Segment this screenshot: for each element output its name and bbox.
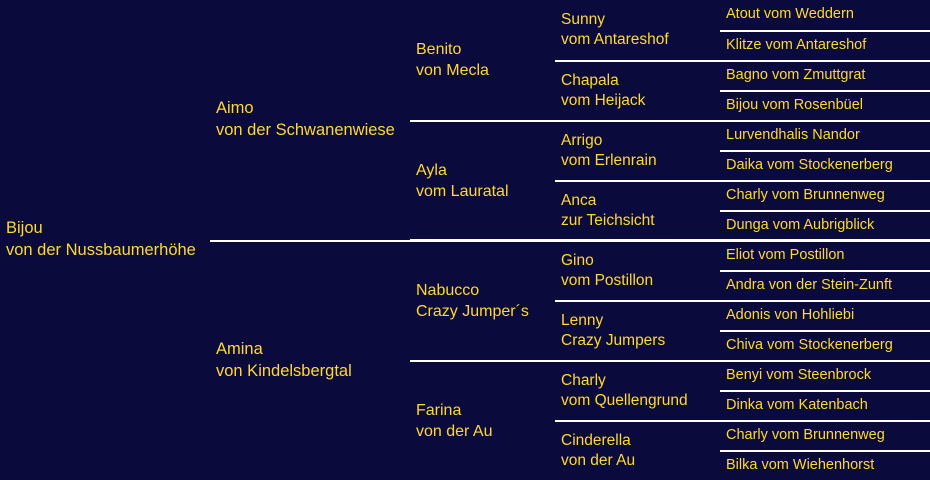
pedigree-entry <box>410 0 555 120</box>
pedigree-entry <box>720 60 930 90</box>
generation-1-column <box>0 0 210 480</box>
pedigree-entry <box>410 120 555 240</box>
pedigree-name: Chapala <box>561 71 619 89</box>
pedigree-name: Nabucco <box>416 281 480 299</box>
pedigree-entry <box>720 180 930 210</box>
pedigree-entry <box>720 90 930 120</box>
pedigree-entry <box>720 270 930 300</box>
pedigree-entry <box>720 330 930 360</box>
pedigree-kennel: vom Heijack <box>561 92 646 109</box>
pedigree-name: Arrigo <box>561 131 603 149</box>
pedigree-name: Klitze vom Antareshof <box>726 37 867 54</box>
pedigree-kennel: vom Lauratal <box>416 183 509 200</box>
pedigree-entry <box>0 0 210 480</box>
pedigree-kennel: Crazy Jumper´s <box>416 303 529 320</box>
pedigree-entry <box>720 450 930 480</box>
pedigree-name: Farina <box>416 401 462 419</box>
pedigree-name: Bilka vom Wiehenhorst <box>726 457 875 474</box>
pedigree-name: Dinka vom Katenbach <box>726 397 868 414</box>
pedigree-name: Charly vom Brunnenweg <box>726 187 885 204</box>
pedigree-name: Andra von der Stein-Zunft <box>726 277 893 294</box>
pedigree-name: Chiva vom Stockenerberg <box>726 337 893 354</box>
pedigree-entry <box>555 180 720 240</box>
pedigree-kennel: vom Quellengrund <box>561 392 688 409</box>
pedigree-kennel: von der Au <box>416 423 493 440</box>
pedigree-name: Charly vom Brunnenweg <box>726 427 885 444</box>
pedigree-entry <box>410 240 555 360</box>
pedigree-entry <box>720 390 930 420</box>
pedigree-entry <box>210 240 410 480</box>
pedigree-entry <box>555 240 720 300</box>
pedigree-name: Bagno vom Zmuttgrat <box>726 67 866 84</box>
pedigree-name: Bijou vom Rosenbüel <box>726 97 864 114</box>
pedigree-name: Charly <box>561 371 606 389</box>
pedigree-entry <box>720 240 930 270</box>
pedigree-kennel: vom Postillon <box>561 272 654 289</box>
pedigree-entry <box>720 30 930 60</box>
pedigree-entry <box>210 0 410 240</box>
pedigree-kennel: von der Au <box>561 452 636 469</box>
pedigree-entry <box>555 420 720 480</box>
pedigree-name: Dunga vom Aubrigblick <box>726 217 875 234</box>
pedigree-entry <box>720 420 930 450</box>
pedigree-kennel: zur Teichsicht <box>561 212 655 229</box>
generation-divider <box>410 239 930 241</box>
pedigree-entry <box>555 120 720 180</box>
pedigree-name: Amina <box>216 340 263 359</box>
generation-2-column <box>210 0 410 480</box>
pedigree-name: Anca <box>561 191 597 209</box>
pedigree-name: Gino <box>561 251 594 269</box>
pedigree-kennel: vom Erlenrain <box>561 152 657 169</box>
pedigree-name: Sunny <box>561 10 605 28</box>
pedigree-name: Aimo <box>216 99 254 118</box>
pedigree-entry <box>555 360 720 420</box>
pedigree-name: Daika vom Stockenerberg <box>726 157 893 174</box>
pedigree-kennel: vom Antareshof <box>561 31 669 48</box>
pedigree-entry <box>720 150 930 180</box>
pedigree-name: Bijou <box>6 219 43 238</box>
pedigree-name: Benito <box>416 40 462 58</box>
pedigree-name: Ayla <box>416 161 447 179</box>
pedigree-kennel: von der Schwanenwiese <box>216 121 395 139</box>
pedigree-kennel: von Mecla <box>416 62 489 79</box>
pedigree-name: Lenny <box>561 311 604 329</box>
pedigree-name: Atout vom Weddern <box>726 6 854 23</box>
pedigree-entry <box>720 120 930 150</box>
pedigree-name: Cinderella <box>561 431 631 449</box>
pedigree-entry <box>720 210 930 240</box>
pedigree-entry <box>555 300 720 360</box>
pedigree-entry <box>720 0 930 30</box>
pedigree-entry <box>410 360 555 480</box>
pedigree-kennel: von der Nussbaumerhöhe <box>6 241 196 259</box>
pedigree-entry <box>720 300 930 330</box>
pedigree-entry <box>555 0 720 60</box>
pedigree-name: Eliot vom Postillon <box>726 247 845 264</box>
pedigree-kennel: Crazy Jumpers <box>561 332 666 349</box>
pedigree-entry <box>720 360 930 390</box>
pedigree-name: Lurvendhalis Nandor <box>726 127 860 144</box>
pedigree-name: Adonis von Hohliebi <box>726 307 855 324</box>
pedigree-kennel: von Kindelsbergtal <box>216 362 352 380</box>
pedigree-entry <box>555 60 720 120</box>
pedigree-name: Benyi vom Steenbrock <box>726 367 872 384</box>
